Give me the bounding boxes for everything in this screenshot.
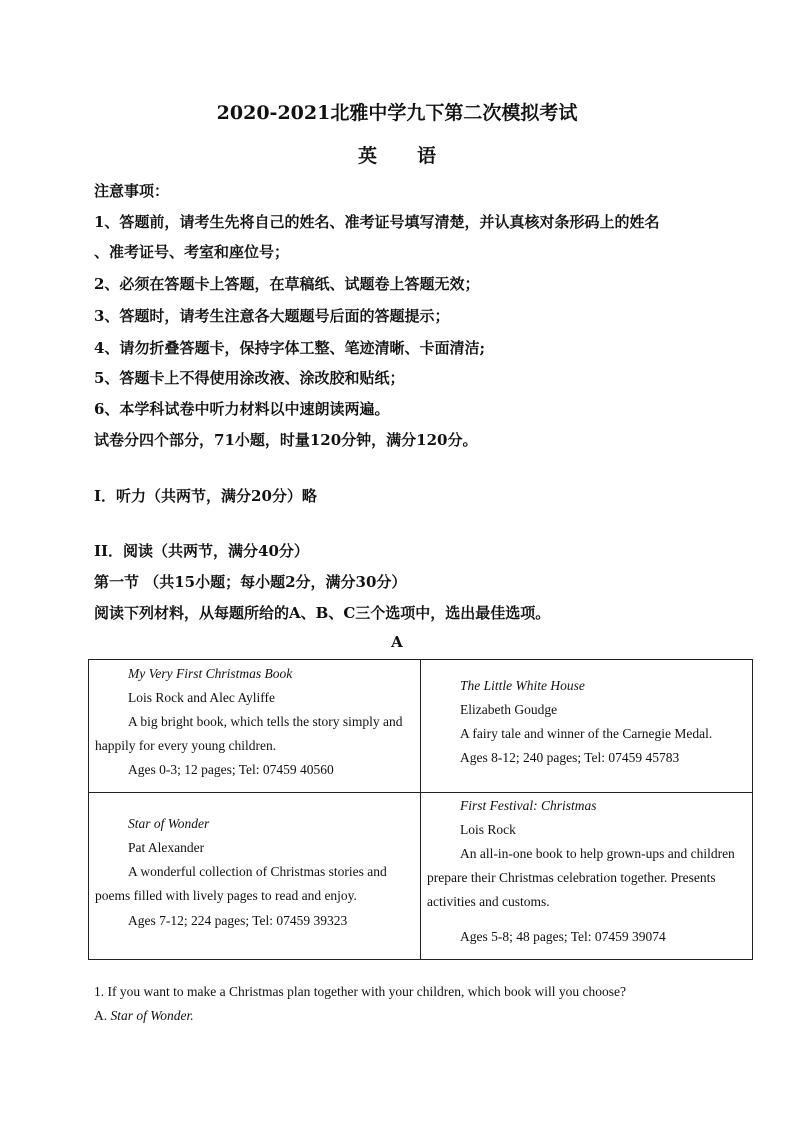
book-author: Elizabeth Goudge (460, 702, 558, 717)
exam-title: 2020-2021北雅中学九下第二次模拟考试 (216, 102, 578, 124)
notice-item: 2、必须在答题卡上答题，在草稿纸、试题卷上答题无效； (94, 275, 480, 293)
book-title: Star of Wonder (128, 816, 210, 831)
book-title: My Very First Christmas Book (128, 666, 293, 681)
book-title: First Festival: Christmas (460, 798, 597, 813)
book-cell (421, 793, 753, 960)
book-table (88, 659, 753, 960)
book-description: A fairy tale and winner of the Carnegie Medal. (460, 726, 713, 741)
book-description: An all-in-one book to help grown-ups and children prepare their Christmas celebration together. Presents activities and customs. (427, 846, 735, 909)
section-reading: II．阅读（共两节，满分40分） (94, 542, 309, 560)
section-part1: 第一节 （共15小题；每小题2分，满分30分） (94, 573, 407, 591)
book-info: Ages 5-8; 48 pages; Tel: 07459 39074 (460, 929, 666, 944)
notice-item: 1、答题前，请考生先将自己的姓名、准考证号填写清楚，并认真核对条形码上的姓名 (94, 213, 660, 231)
notice-item: 4、请勿折叠答题卡，保持字体工整、笔迹清晰、卡面清洁; (94, 339, 485, 357)
notice-item: 6、本学科试卷中听力材料以中速朗读两遍。 (94, 400, 390, 418)
passage-label: A (391, 633, 403, 651)
book-author: Pat Alexander (128, 840, 205, 855)
book-cell (89, 793, 421, 960)
notice-item: 5、答题卡上不得使用涂改液、涂改胶和贴纸； (94, 369, 405, 387)
book-cell (89, 660, 421, 793)
exam-summary: 试卷分四个部分，71小题，时量120分钟，满分120分。 (94, 431, 478, 449)
subject-title: 英语 (357, 145, 476, 167)
section-listening: I．听力（共两节，满分20分）略 (94, 487, 317, 505)
book-description: A wonderful collection of Christmas stories and poems filled with lively pages to read and enjoy. (95, 864, 387, 903)
book-title: The Little White House (460, 678, 585, 693)
book-cell (421, 660, 753, 793)
book-description: A big bright book, which tells the story simply and happily for every young children. (95, 714, 403, 753)
notice-item: 、准考证号、考室和座位号； (94, 243, 290, 261)
notice-item: 3、答题时，请考生注意各大题题号后面的答题提示； (94, 307, 450, 325)
option-a-text: Star of Wonder. (110, 1008, 194, 1023)
book-author: Lois Rock (460, 822, 516, 837)
option-a-prefix: A. (94, 1008, 111, 1023)
book-info: Ages 8-12; 240 pages; Tel: 07459 45783 (460, 750, 680, 765)
section-instruction: 阅读下列材料，从每题所给的A、B、C三个选项中，选出最佳选项。 (94, 604, 551, 622)
book-author: Lois Rock and Alec Ayliffe (128, 690, 275, 705)
notice-heading: 注意事项： (94, 182, 170, 200)
question-option-a (94, 1008, 194, 1024)
question-stem: 1. If you want to make a Christmas plan together with your children, which book will you choose? (94, 984, 627, 999)
book-info: Ages 7-12; 224 pages; Tel: 07459 39323 (128, 913, 348, 928)
book-info: Ages 0-3; 12 pages; Tel: 07459 40560 (128, 762, 334, 777)
